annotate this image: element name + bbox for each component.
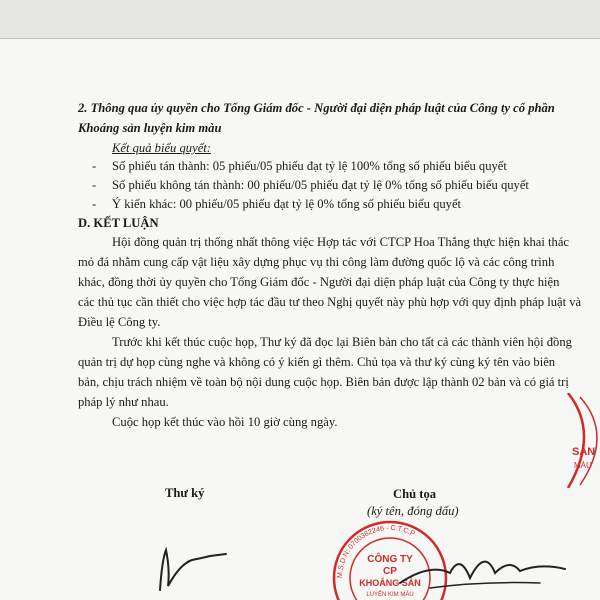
stamp-line2: CP (383, 566, 397, 577)
vote-result-label: Kết quả biểu quyết: (112, 141, 211, 155)
bullet-dash: - (92, 159, 97, 173)
conclusion-para1-line4: các thủ tục cần thiết cho việc hợp tác đầu tư theo Nghị quyết này phù hợp với quy định pháp luật và (78, 295, 582, 309)
conclusion-para1-line5: Điều lệ Công ty. (78, 315, 161, 329)
stamp-line1: CÔNG TY (367, 554, 413, 565)
conclusion-para1-line3: khác, đồng thời ủy quyền cho Tổng Giám đốc - Người đại diện pháp luật của Công ty thực hiện (78, 275, 560, 289)
stamp-edge-text: SẢN (572, 446, 596, 458)
conclusion-para2-line3: bản, chịu trách nhiệm về toàn bộ nội dung cuộc họp. Biên bản được lập thành 02 bản và có giá trị (78, 375, 569, 389)
vote-disapprove: Số phiếu không tán thành: 00 phiếu/05 phiếu đạt tỷ lệ 0% tổng số phiếu biểu quyết (112, 178, 529, 192)
chair-signature-icon (390, 543, 590, 600)
conclusion-heading: D. KẾT LUẬN (78, 216, 159, 230)
vote-approve: Số phiếu tán thành: 05 phiếu/05 phiếu đạt tỷ lệ 100% tổng số phiếu biểu quyết (112, 159, 507, 173)
conclusion-para3: Cuộc họp kết thúc vào hồi 10 giờ cùng ngày. (112, 415, 338, 429)
stamp-edge-icon (528, 393, 600, 488)
secretary-title: Thư ký (165, 486, 205, 500)
vote-other: Ý kiến khác: 00 phiếu/05 phiếu đạt tỷ lệ 0% tổng số phiếu biểu quyết (112, 197, 462, 211)
chair-note: (ký tên, đóng dấu) (367, 504, 459, 518)
conclusion-para2-line4: pháp lý như nhau. (78, 395, 169, 409)
conclusion-para2-line1: Trước khi kết thúc cuộc họp, Thư ký đã đọc lại Biên bản cho tất cả các thành viên hội đồng (112, 335, 572, 349)
stamp-edge-small: MÀU (574, 461, 592, 470)
stamp-line3: KHOÁNG SẢN (359, 578, 421, 588)
conclusion-para1-line2: mỏ đá nhằm cung cấp vật liệu xây dựng phục vụ thi công làm đường quốc lộ và các công trình (78, 255, 555, 269)
stamp-line4: LUYỆN KIM MÀU (366, 592, 414, 598)
resolution-2-heading-line1: 2. Thông qua ủy quyền cho Tổng Giám đốc - Người đại diện pháp luật của Công ty cổ phần (78, 101, 555, 115)
conclusion-para1-line1: Hội đồng quản trị thống nhất thông việc Hợp tác với CTCP Hoa Thắng thực hiện khai thác (112, 235, 569, 249)
conclusion-para2-line2: quản trị dự họp cùng nghe và không có ý kiến gì thêm. Chủ tọa và thư ký cùng ký tên vào biên (78, 355, 556, 369)
bullet-dash: - (92, 197, 97, 211)
stamp-ring-text: M.S.D.N: 0700382246 - C.T.C.P (336, 524, 416, 579)
secretary-signature-icon (140, 520, 230, 600)
bullet-dash: - (92, 178, 97, 192)
page-top-edge (0, 38, 600, 39)
resolution-2-heading-line2: Khoáng sản luyện kim màu (78, 121, 222, 135)
document-page (0, 38, 600, 600)
chair-title: Chủ tọa (393, 487, 437, 501)
